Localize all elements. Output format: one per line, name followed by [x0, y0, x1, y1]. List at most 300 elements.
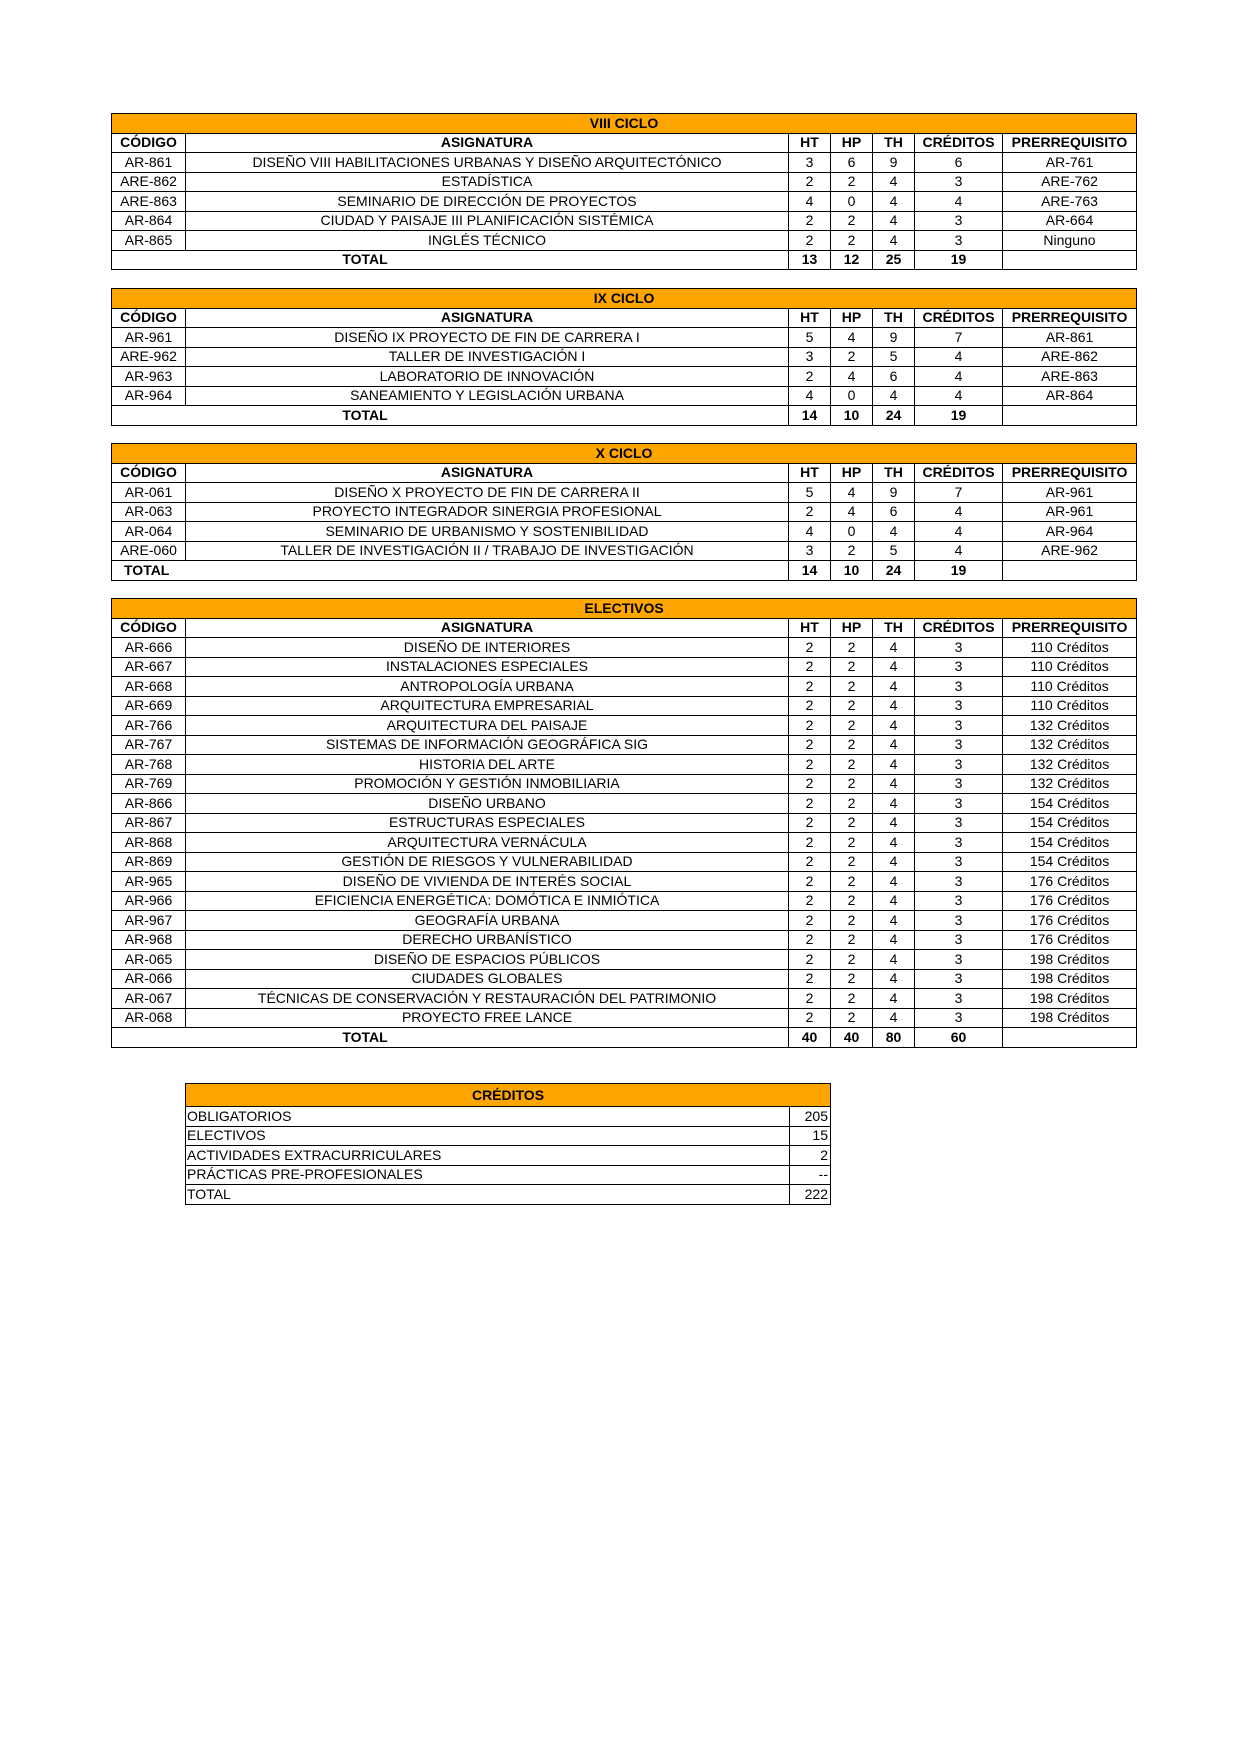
course-credits: 3 — [915, 911, 1003, 931]
total-credits: 19 — [915, 406, 1003, 426]
course-th: 4 — [873, 833, 915, 853]
course-prerequisite: AR-761 — [1003, 153, 1137, 173]
column-header-prerequisito: PRERREQUISITO — [1003, 133, 1137, 153]
course-row — [112, 483, 1137, 503]
total-ht: 13 — [789, 250, 831, 270]
column-header-th: TH — [873, 618, 915, 638]
column-header-asignatura: ASIGNATURA — [186, 133, 789, 153]
course-name: LABORATORIO DE INNOVACIÓN — [186, 367, 789, 387]
course-th: 5 — [873, 347, 915, 367]
course-prerequisite: ARE-762 — [1003, 172, 1137, 192]
course-hp: 2 — [831, 813, 873, 833]
column-header-ht: HT — [789, 618, 831, 638]
course-th: 6 — [873, 367, 915, 387]
course-credits: 4 — [915, 502, 1003, 522]
course-row — [112, 852, 1137, 872]
column-header-prerequisito: PRERREQUISITO — [1003, 308, 1137, 328]
column-header-asignatura: ASIGNATURA — [186, 618, 789, 638]
course-credits: 3 — [915, 969, 1003, 989]
course-name: DISEÑO URBANO — [186, 794, 789, 814]
course-prerequisite: 154 Créditos — [1003, 813, 1137, 833]
course-th: 4 — [873, 794, 915, 814]
course-credits: 7 — [915, 328, 1003, 348]
column-header-asignatura: ASIGNATURA — [186, 463, 789, 483]
course-hp: 2 — [831, 231, 873, 251]
total-hp: 10 — [831, 561, 873, 581]
course-name: PROYECTO FREE LANCE — [186, 1008, 789, 1028]
credits-value: 15 — [790, 1126, 831, 1146]
course-th: 4 — [873, 989, 915, 1009]
course-name: SEMINARIO DE DIRECCIÓN DE PROYECTOS — [186, 192, 789, 212]
course-prerequisite: 110 Créditos — [1003, 638, 1137, 658]
column-header-ht: HT — [789, 463, 831, 483]
course-prerequisite: 132 Créditos — [1003, 716, 1137, 736]
course-name: DISEÑO X PROYECTO DE FIN DE CARRERA II — [186, 483, 789, 503]
course-code: ARE-962 — [112, 347, 186, 367]
course-ht: 2 — [789, 891, 831, 911]
course-code: AR-669 — [112, 696, 186, 716]
course-th: 4 — [873, 735, 915, 755]
course-ht: 5 — [789, 328, 831, 348]
total-th: 80 — [873, 1028, 915, 1048]
total-credits: 60 — [915, 1028, 1003, 1048]
course-code: AR-867 — [112, 813, 186, 833]
credits-value: 205 — [790, 1107, 831, 1127]
course-th: 4 — [873, 677, 915, 697]
total-ht: 14 — [789, 561, 831, 581]
course-name: TALLER DE INVESTIGACIÓN II / TRABAJO DE INVESTIGACIÓN — [186, 541, 789, 561]
course-name: CIUDADES GLOBALES — [186, 969, 789, 989]
course-row — [112, 716, 1137, 736]
course-ht: 3 — [789, 153, 831, 173]
credits-row — [186, 1165, 831, 1185]
course-credits: 4 — [915, 522, 1003, 542]
course-code: AR-965 — [112, 872, 186, 892]
course-code: AR-869 — [112, 852, 186, 872]
course-th: 4 — [873, 522, 915, 542]
course-ht: 2 — [789, 231, 831, 251]
course-ht: 2 — [789, 969, 831, 989]
course-hp: 2 — [831, 541, 873, 561]
course-ht: 2 — [789, 716, 831, 736]
course-credits: 4 — [915, 386, 1003, 406]
course-name: GEOGRAFÍA URBANA — [186, 911, 789, 931]
course-code: AR-769 — [112, 774, 186, 794]
course-code: AR-968 — [112, 930, 186, 950]
course-prerequisite: 110 Créditos — [1003, 677, 1137, 697]
course-name: ANTROPOLOGÍA URBANA — [186, 677, 789, 697]
total-credits: 19 — [915, 561, 1003, 581]
column-header-creditos: CRÉDITOS — [915, 618, 1003, 638]
course-prerequisite: 198 Créditos — [1003, 989, 1137, 1009]
course-name: INSTALACIONES ESPECIALES — [186, 657, 789, 677]
course-code: AR-868 — [112, 833, 186, 853]
course-ht: 2 — [789, 872, 831, 892]
course-credits: 3 — [915, 755, 1003, 775]
course-ht: 2 — [789, 794, 831, 814]
course-row — [112, 367, 1137, 387]
course-credits: 3 — [915, 1008, 1003, 1028]
course-th: 4 — [873, 211, 915, 231]
course-prerequisite: 176 Créditos — [1003, 872, 1137, 892]
column-header-hp: HP — [831, 618, 873, 638]
total-label: TOTAL — [112, 561, 789, 581]
course-name: DISEÑO IX PROYECTO DE FIN DE CARRERA I — [186, 328, 789, 348]
course-hp: 0 — [831, 192, 873, 212]
course-hp: 2 — [831, 347, 873, 367]
course-row — [112, 950, 1137, 970]
course-prerequisite: 198 Créditos — [1003, 950, 1137, 970]
course-code: AR-768 — [112, 755, 186, 775]
course-credits: 3 — [915, 638, 1003, 658]
course-hp: 0 — [831, 522, 873, 542]
course-row — [112, 989, 1137, 1009]
course-credits: 7 — [915, 483, 1003, 503]
course-hp: 4 — [831, 328, 873, 348]
course-row — [112, 657, 1137, 677]
course-prerequisite: AR-961 — [1003, 502, 1137, 522]
course-credits: 3 — [915, 696, 1003, 716]
course-th: 9 — [873, 483, 915, 503]
course-th: 4 — [873, 852, 915, 872]
course-credits: 3 — [915, 930, 1003, 950]
course-hp: 2 — [831, 989, 873, 1009]
course-name: SANEAMIENTO Y LEGISLACIÓN URBANA — [186, 386, 789, 406]
course-prerequisite: ARE-862 — [1003, 347, 1137, 367]
credits-label: ACTIVIDADES EXTRACURRICULARES — [186, 1146, 790, 1166]
course-name: HISTORIA DEL ARTE — [186, 755, 789, 775]
course-hp: 2 — [831, 852, 873, 872]
course-prerequisite: 110 Créditos — [1003, 696, 1137, 716]
credits-label: OBLIGATORIOS — [186, 1107, 790, 1127]
course-credits: 3 — [915, 852, 1003, 872]
course-ht: 2 — [789, 367, 831, 387]
course-credits: 3 — [915, 735, 1003, 755]
course-code: ARE-863 — [112, 192, 186, 212]
course-name: DERECHO URBANÍSTICO — [186, 930, 789, 950]
course-name: CIUDAD Y PAISAJE III PLANIFICACIÓN SISTÉMICA — [186, 211, 789, 231]
course-th: 4 — [873, 1008, 915, 1028]
total-ht: 40 — [789, 1028, 831, 1048]
cycle-title: IX CICLO — [112, 289, 1137, 309]
course-credits: 3 — [915, 813, 1003, 833]
course-prerequisite: 176 Créditos — [1003, 891, 1137, 911]
course-ht: 5 — [789, 483, 831, 503]
course-prerequisite: 198 Créditos — [1003, 969, 1137, 989]
course-code: AR-866 — [112, 794, 186, 814]
course-name: DISEÑO DE ESPACIOS PÚBLICOS — [186, 950, 789, 970]
course-row — [112, 153, 1137, 173]
course-row — [112, 231, 1137, 251]
course-ht: 2 — [789, 930, 831, 950]
course-th: 9 — [873, 153, 915, 173]
column-header-codigo: CÓDIGO — [112, 308, 186, 328]
course-prerequisite: 110 Créditos — [1003, 657, 1137, 677]
course-prerequisite: 154 Créditos — [1003, 833, 1137, 853]
course-ht: 2 — [789, 755, 831, 775]
credits-row — [186, 1107, 831, 1127]
course-ht: 3 — [789, 541, 831, 561]
course-ht: 2 — [789, 950, 831, 970]
course-code: AR-666 — [112, 638, 186, 658]
cycle-table — [111, 288, 1137, 426]
course-ht: 4 — [789, 192, 831, 212]
course-prerequisite: 154 Créditos — [1003, 794, 1137, 814]
total-hp: 12 — [831, 250, 873, 270]
column-header-codigo: CÓDIGO — [112, 463, 186, 483]
course-row — [112, 735, 1137, 755]
course-row — [112, 969, 1137, 989]
course-prerequisite: ARE-962 — [1003, 541, 1137, 561]
course-prerequisite: AR-961 — [1003, 483, 1137, 503]
course-code: ARE-060 — [112, 541, 186, 561]
course-prerequisite: AR-864 — [1003, 386, 1137, 406]
course-row — [112, 911, 1137, 931]
total-blank — [1003, 1028, 1137, 1048]
credits-row — [186, 1126, 831, 1146]
course-row — [112, 347, 1137, 367]
total-ht: 14 — [789, 406, 831, 426]
course-credits: 4 — [915, 541, 1003, 561]
total-hp: 10 — [831, 406, 873, 426]
column-header-ht: HT — [789, 308, 831, 328]
course-hp: 2 — [831, 172, 873, 192]
credits-value: 222 — [790, 1185, 831, 1205]
course-hp: 2 — [831, 696, 873, 716]
column-header-hp: HP — [831, 133, 873, 153]
course-ht: 2 — [789, 989, 831, 1009]
course-th: 4 — [873, 930, 915, 950]
course-prerequisite: 132 Créditos — [1003, 774, 1137, 794]
course-prerequisite: 154 Créditos — [1003, 852, 1137, 872]
course-hp: 2 — [831, 872, 873, 892]
course-row — [112, 502, 1137, 522]
total-row — [112, 406, 1137, 426]
course-name: ARQUITECTURA VERNÁCULA — [186, 833, 789, 853]
total-credits: 19 — [915, 250, 1003, 270]
course-ht: 2 — [789, 735, 831, 755]
course-name: DISEÑO DE VIVIENDA DE INTERÉS SOCIAL — [186, 872, 789, 892]
course-row — [112, 696, 1137, 716]
course-prerequisite: 132 Créditos — [1003, 735, 1137, 755]
course-code: AR-061 — [112, 483, 186, 503]
course-prerequisite: 132 Créditos — [1003, 755, 1137, 775]
course-hp: 2 — [831, 833, 873, 853]
course-credits: 3 — [915, 172, 1003, 192]
course-hp: 2 — [831, 950, 873, 970]
course-code: AR-766 — [112, 716, 186, 736]
course-th: 6 — [873, 502, 915, 522]
course-code: AR-667 — [112, 657, 186, 677]
course-hp: 2 — [831, 677, 873, 697]
course-code: AR-966 — [112, 891, 186, 911]
course-ht: 2 — [789, 638, 831, 658]
course-credits: 4 — [915, 347, 1003, 367]
course-code: AR-961 — [112, 328, 186, 348]
course-th: 4 — [873, 716, 915, 736]
course-row — [112, 755, 1137, 775]
course-hp: 6 — [831, 153, 873, 173]
total-label: TOTAL — [112, 406, 789, 426]
course-hp: 2 — [831, 735, 873, 755]
column-header-asignatura: ASIGNATURA — [186, 308, 789, 328]
course-code: AR-067 — [112, 989, 186, 1009]
course-th: 4 — [873, 774, 915, 794]
course-ht: 2 — [789, 813, 831, 833]
course-credits: 3 — [915, 716, 1003, 736]
course-hp: 2 — [831, 755, 873, 775]
total-label: TOTAL — [112, 1028, 789, 1048]
course-row — [112, 677, 1137, 697]
course-ht: 2 — [789, 172, 831, 192]
course-code: AR-068 — [112, 1008, 186, 1028]
course-hp: 4 — [831, 367, 873, 387]
course-ht: 2 — [789, 852, 831, 872]
course-ht: 2 — [789, 696, 831, 716]
course-ht: 2 — [789, 502, 831, 522]
course-code: AR-066 — [112, 969, 186, 989]
course-ht: 2 — [789, 657, 831, 677]
column-header-hp: HP — [831, 308, 873, 328]
course-hp: 2 — [831, 969, 873, 989]
course-ht: 2 — [789, 677, 831, 697]
total-th: 24 — [873, 406, 915, 426]
course-ht: 2 — [789, 1008, 831, 1028]
course-ht: 2 — [789, 774, 831, 794]
course-name: ARQUITECTURA DEL PAISAJE — [186, 716, 789, 736]
course-name: DISEÑO DE INTERIORES — [186, 638, 789, 658]
course-th: 4 — [873, 696, 915, 716]
course-code: AR-065 — [112, 950, 186, 970]
course-row — [112, 833, 1137, 853]
course-row — [112, 891, 1137, 911]
column-header-th: TH — [873, 308, 915, 328]
course-th: 4 — [873, 172, 915, 192]
credits-label: PRÁCTICAS PRE-PROFESIONALES — [186, 1165, 790, 1185]
course-prerequisite: AR-861 — [1003, 328, 1137, 348]
course-prerequisite: ARE-863 — [1003, 367, 1137, 387]
course-code: AR-864 — [112, 211, 186, 231]
course-hp: 4 — [831, 502, 873, 522]
course-th: 4 — [873, 969, 915, 989]
column-header-codigo: CÓDIGO — [112, 133, 186, 153]
course-code: AR-063 — [112, 502, 186, 522]
column-header-ht: HT — [789, 133, 831, 153]
column-header-prerequisito: PRERREQUISITO — [1003, 618, 1137, 638]
course-code: AR-861 — [112, 153, 186, 173]
course-name: TALLER DE INVESTIGACIÓN I — [186, 347, 789, 367]
course-hp: 2 — [831, 794, 873, 814]
course-prerequisite: Ninguno — [1003, 231, 1137, 251]
course-th: 4 — [873, 657, 915, 677]
total-th: 25 — [873, 250, 915, 270]
course-name: GESTIÓN DE RIESGOS Y VULNERABILIDAD — [186, 852, 789, 872]
credits-row — [186, 1185, 831, 1205]
column-header-codigo: CÓDIGO — [112, 618, 186, 638]
course-ht: 2 — [789, 911, 831, 931]
total-th: 24 — [873, 561, 915, 581]
course-credits: 3 — [915, 989, 1003, 1009]
total-blank — [1003, 406, 1137, 426]
course-name: ESTRUCTURAS ESPECIALES — [186, 813, 789, 833]
course-th: 4 — [873, 231, 915, 251]
course-hp: 2 — [831, 638, 873, 658]
course-th: 4 — [873, 813, 915, 833]
course-credits: 3 — [915, 794, 1003, 814]
course-code: AR-963 — [112, 367, 186, 387]
course-th: 4 — [873, 950, 915, 970]
course-credits: 4 — [915, 367, 1003, 387]
course-hp: 2 — [831, 930, 873, 950]
course-credits: 3 — [915, 774, 1003, 794]
course-credits: 6 — [915, 153, 1003, 173]
cycle-table — [111, 113, 1137, 270]
course-prerequisite: ARE-763 — [1003, 192, 1137, 212]
course-credits: 3 — [915, 833, 1003, 853]
course-th: 9 — [873, 328, 915, 348]
course-name: ARQUITECTURA EMPRESARIAL — [186, 696, 789, 716]
course-credits: 3 — [915, 657, 1003, 677]
total-hp: 40 — [831, 1028, 873, 1048]
course-hp: 2 — [831, 657, 873, 677]
course-row — [112, 774, 1137, 794]
course-credits: 3 — [915, 677, 1003, 697]
cycle-title: ELECTIVOS — [112, 599, 1137, 619]
course-ht: 4 — [789, 386, 831, 406]
cycle-table — [111, 598, 1137, 1048]
credits-row — [186, 1146, 831, 1166]
course-hp: 4 — [831, 483, 873, 503]
column-header-creditos: CRÉDITOS — [915, 463, 1003, 483]
credits-summary-table — [185, 1083, 831, 1205]
cycle-table — [111, 443, 1137, 581]
course-credits: 3 — [915, 211, 1003, 231]
course-hp: 2 — [831, 1008, 873, 1028]
course-row — [112, 872, 1137, 892]
course-name: SISTEMAS DE INFORMACIÓN GEOGRÁFICA SIG — [186, 735, 789, 755]
course-hp: 2 — [831, 911, 873, 931]
cycle-title: VIII CICLO — [112, 114, 1137, 134]
course-name: EFICIENCIA ENERGÉTICA: DOMÓTICA E INMIÓTICA — [186, 891, 789, 911]
course-hp: 0 — [831, 386, 873, 406]
course-ht: 4 — [789, 522, 831, 542]
course-row — [112, 1008, 1137, 1028]
course-code: AR-964 — [112, 386, 186, 406]
course-hp: 2 — [831, 211, 873, 231]
course-name: DISEÑO VIII HABILITACIONES URBANAS Y DISEÑO ARQUITECTÓNICO — [186, 153, 789, 173]
course-hp: 2 — [831, 891, 873, 911]
credits-value: -- — [790, 1165, 831, 1185]
course-name: ESTADÍSTICA — [186, 172, 789, 192]
course-hp: 2 — [831, 716, 873, 736]
course-code: ARE-862 — [112, 172, 186, 192]
course-ht: 2 — [789, 211, 831, 231]
course-row — [112, 930, 1137, 950]
credits-value: 2 — [790, 1146, 831, 1166]
course-th: 4 — [873, 192, 915, 212]
course-prerequisite: 176 Créditos — [1003, 930, 1137, 950]
course-code: AR-767 — [112, 735, 186, 755]
course-row — [112, 328, 1137, 348]
course-name: TÉCNICAS DE CONSERVACIÓN Y RESTAURACIÓN DEL PATRIMONIO — [186, 989, 789, 1009]
total-row — [112, 561, 1137, 581]
course-ht: 2 — [789, 833, 831, 853]
course-row — [112, 211, 1137, 231]
course-row — [112, 386, 1137, 406]
total-blank — [1003, 561, 1137, 581]
course-code: AR-064 — [112, 522, 186, 542]
column-header-th: TH — [873, 463, 915, 483]
